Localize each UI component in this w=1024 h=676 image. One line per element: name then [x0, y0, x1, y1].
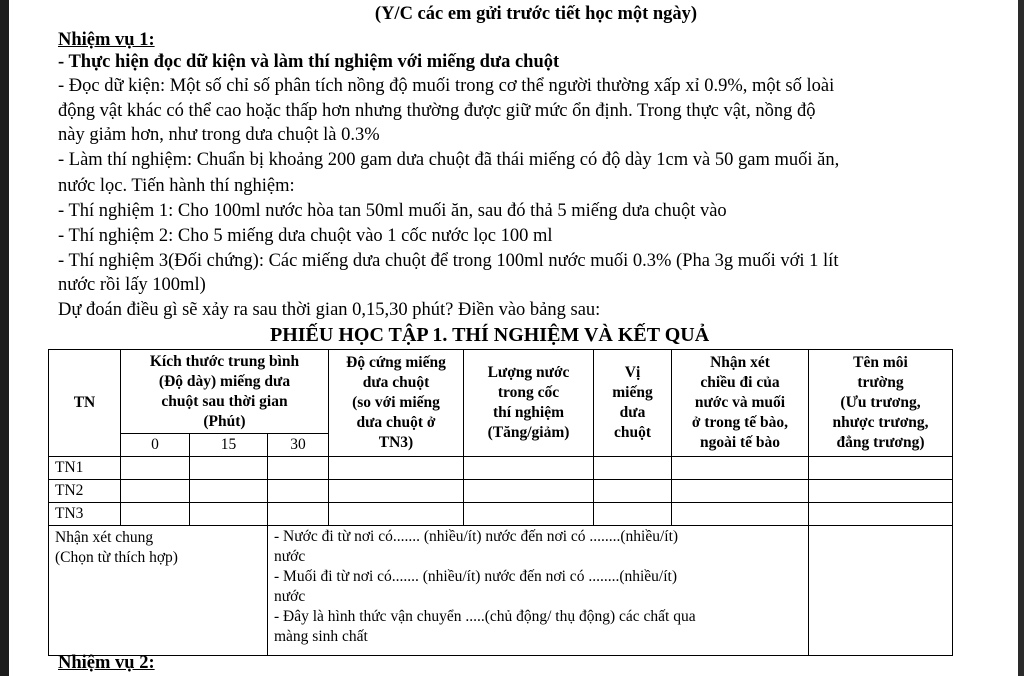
- answer-cell[interactable]: [121, 480, 190, 503]
- header-note: (Y/C các em gửi trước tiết học một ngày): [374, 4, 698, 24]
- worksheet-title: PHIẾU HỌC TẬP 1. THÍ NGHIỆM VÀ KẾT QUẢ: [270, 324, 710, 346]
- general-notes-text: - Nước đi từ nơi có....... (nhiều/ít) nước đến nơi có ........(nhiều/ít) nước - Muối đi từ nơi có....... (nhiều/ít) nước đến nơi có ........(nhiều/ít) nước - Đây là hình thức vận chuyển .....(chủ động/ thụ động) các chất qua màng sinh chất: [268, 526, 809, 656]
- task1-subtitle: - Thực hiện đọc dữ kiện và làm thí nghiệm với miếng dưa chuột: [58, 52, 560, 72]
- answer-cell[interactable]: [464, 503, 594, 526]
- answer-cell[interactable]: [268, 503, 329, 526]
- answer-cell[interactable]: [268, 480, 329, 503]
- experiment-table: [48, 349, 953, 656]
- paragraph-line: - Thí nghiệm 2: Cho 5 miếng dưa chuột vào 1 cốc nước lọc 100 ml: [58, 226, 553, 246]
- answer-cell[interactable]: [190, 503, 268, 526]
- answer-cell[interactable]: [329, 480, 464, 503]
- row-label-tn2: TN2: [49, 480, 121, 503]
- header-water-amount: Lượng nước trong cốc thí nghiệm (Tăng/giảm): [464, 350, 594, 457]
- answer-cell[interactable]: [809, 526, 953, 656]
- header-direction: Nhận xét chiều đi của nước và muối ở trong tế bào, ngoài tế bào: [672, 350, 809, 457]
- answer-cell[interactable]: [268, 457, 329, 480]
- paragraph-line: - Thí nghiệm 1: Cho 100ml nước hòa tan 50ml muối ăn, sau đó thả 5 miếng dưa chuột vào: [58, 201, 727, 221]
- paragraph-line: - Thí nghiệm 3(Đối chứng): Các miếng dưa chuột để trong 100ml nước muối 0.3% (Pha 3g muối với 1 lít: [58, 251, 839, 271]
- answer-cell[interactable]: [190, 480, 268, 503]
- table-row: [49, 480, 953, 503]
- table-row: [49, 503, 953, 526]
- answer-cell[interactable]: [809, 480, 953, 503]
- header-environment: Tên môi trường (Ưu trương, nhược trương, đẳng trương): [809, 350, 953, 457]
- header-tn: TN: [49, 350, 121, 457]
- paragraph-line: này giảm hơn, như trong dưa chuột là 0.3%: [58, 125, 380, 145]
- header-taste: Vị miếng dưa chuột: [594, 350, 672, 457]
- paragraph-line: - Đọc dữ kiện: Một số chỉ số phân tích nồng độ muối trong cơ thể người thường xấp xỉ 0.9%, một số loài: [58, 76, 835, 96]
- answer-cell[interactable]: [672, 457, 809, 480]
- task2-title: Nhiệm vụ 2:: [58, 653, 155, 673]
- paragraph-line: - Làm thí nghiệm: Chuẩn bị khoảng 200 gam dưa chuột đã thái miếng có độ dày 1cm và 50 gam muối ăn,: [58, 150, 840, 170]
- answer-cell[interactable]: [190, 457, 268, 480]
- general-notes-row: [49, 526, 953, 656]
- time-col-0: 0: [121, 434, 190, 457]
- row-label-tn3: TN3: [49, 503, 121, 526]
- answer-cell[interactable]: [594, 457, 672, 480]
- table-row: [49, 457, 953, 480]
- answer-cell[interactable]: [121, 503, 190, 526]
- answer-cell[interactable]: [329, 457, 464, 480]
- header-size: Kích thước trung bình (Độ dày) miếng dưa chuột sau thời gian (Phút): [121, 350, 329, 434]
- answer-cell[interactable]: [809, 457, 953, 480]
- answer-cell[interactable]: [672, 480, 809, 503]
- answer-cell[interactable]: [464, 457, 594, 480]
- paragraph-line: nước rồi lấy 100ml): [58, 275, 206, 295]
- answer-cell[interactable]: [121, 457, 190, 480]
- scan-right-edge: [1018, 0, 1024, 676]
- answer-cell[interactable]: [594, 503, 672, 526]
- answer-cell[interactable]: [464, 480, 594, 503]
- answer-cell[interactable]: [809, 503, 953, 526]
- answer-cell[interactable]: [329, 503, 464, 526]
- row-label-tn1: TN1: [49, 457, 121, 480]
- task1-title: Nhiệm vụ 1:: [58, 30, 155, 50]
- answer-cell[interactable]: [594, 480, 672, 503]
- header-row: [49, 350, 953, 434]
- general-notes-label: Nhận xét chung (Chọn từ thích hợp): [49, 526, 268, 656]
- paragraph-line: nước lọc. Tiến hành thí nghiệm:: [58, 176, 295, 196]
- paragraph-line: Dự đoán điều gì sẽ xảy ra sau thời gian 0,15,30 phút? Điền vào bảng sau:: [58, 300, 601, 320]
- paragraph-line: động vật khác có thể cao hoặc thấp hơn nhưng thường được giữ mức ổn định. Trong thực vật, nồng độ: [58, 101, 816, 121]
- scan-left-edge: [0, 0, 9, 676]
- time-col-30: 30: [268, 434, 329, 457]
- answer-cell[interactable]: [672, 503, 809, 526]
- time-col-15: 15: [190, 434, 268, 457]
- header-hardness: Độ cứng miếng dưa chuột (so với miếng dưa chuột ở TN3): [329, 350, 464, 457]
